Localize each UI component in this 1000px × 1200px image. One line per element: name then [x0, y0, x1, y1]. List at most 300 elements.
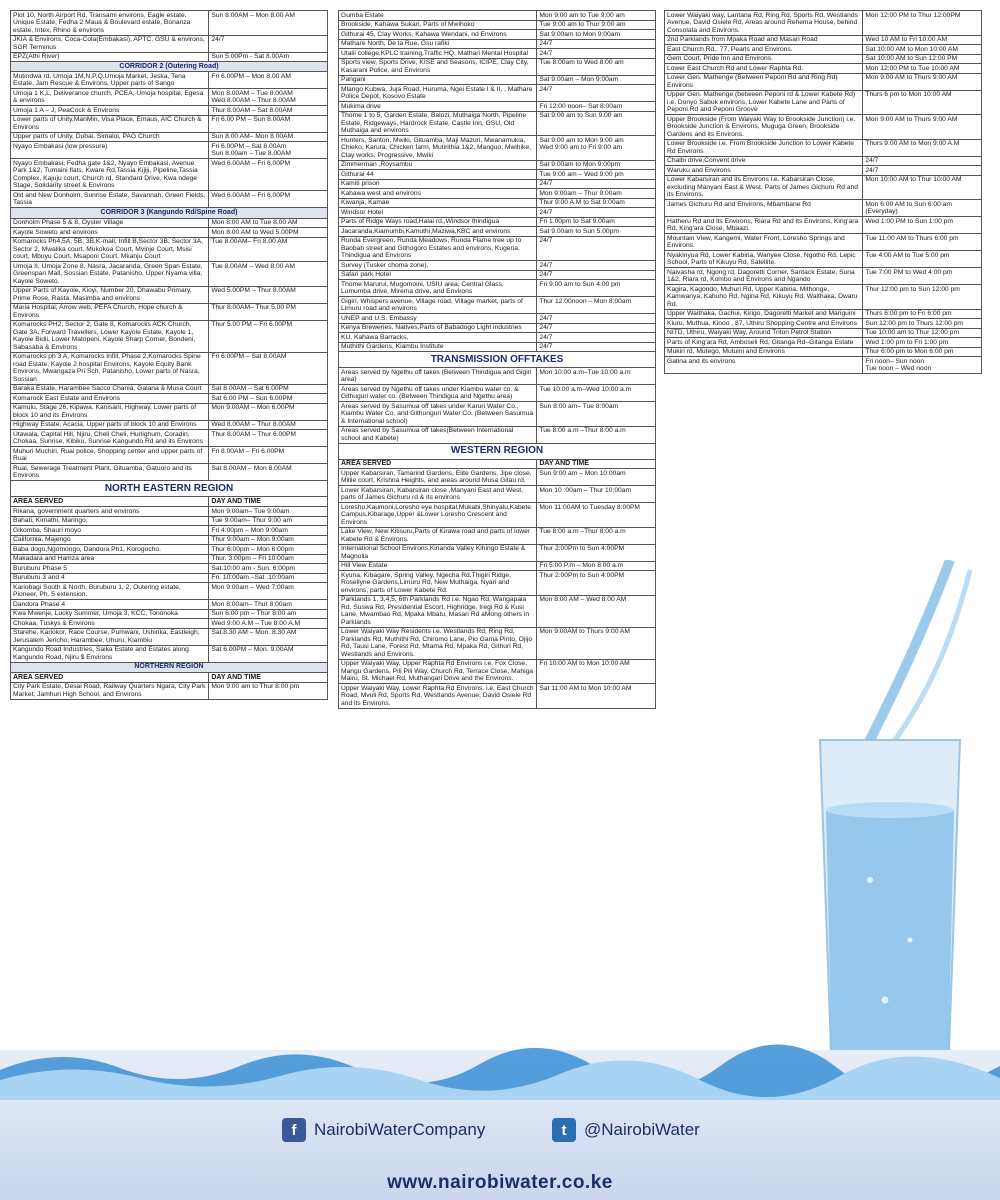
day-time-cell: 24/7 — [537, 342, 656, 352]
area-served-cell: Plot 10, North Airport Rd, Transami environs, Eagle estate, Unique Estate, Fedha 2 Maua & Boulevard estate, Bonanza estate, Intex, Rhino & environs — [11, 11, 209, 36]
table-row — [665, 11, 982, 36]
table-header-row — [339, 459, 656, 469]
table-row — [11, 403, 328, 420]
table-row — [339, 261, 656, 271]
day-time-cell: Thurs 6 pm to Mon 10:00 AM — [863, 90, 982, 115]
day-time-cell: 24/7 — [537, 179, 656, 189]
area-served-cell: Zimmerman ,Roysambu — [339, 160, 537, 170]
table-row — [11, 132, 328, 142]
table-row — [339, 561, 656, 571]
area-served-cell: Upper Waiyaki Way, Lower Raphta Rd Environs. i.e. East Church Road, Mvuli Rd, Sports Rd, Westlands Avenue, David Osiele Rd and its Environs. — [339, 684, 537, 709]
table-row — [339, 595, 656, 627]
section-header-row — [11, 481, 328, 497]
day-time-cell: Mon 10 :00am – Thur 10:00am — [537, 486, 656, 503]
table-row — [11, 72, 328, 89]
water-wave-decoration — [0, 1040, 1000, 1100]
area-served-cell: James Gichuru Rd and Environs, Mbambane Rd — [665, 200, 863, 217]
table-row — [665, 234, 982, 251]
area-served-cell: Kariobagi South & North, Buruburu 1, 2, Outering estate, Pioneer, Ph. 5 extension. — [11, 583, 209, 600]
day-time-cell: Mon 6:00 AM to Sun 6:00 am (Everyday) — [863, 200, 982, 217]
table-row — [665, 285, 982, 310]
day-time-cell: Tue 11:00 AM to Thurs 6:00 pm — [863, 234, 982, 251]
table-row — [11, 545, 328, 555]
day-time-cell: Wed 1:00 pm to Fri 1:00 pm — [863, 338, 982, 348]
table-row — [11, 619, 328, 629]
day-time-cell: 24/7 — [863, 166, 982, 176]
area-served-cell: Upper Waithaka, Gachui, Kirigo, Dagoretti Market and Mariguini — [665, 309, 863, 319]
day-time-cell: 24/7 — [537, 333, 656, 343]
website-url[interactable]: www.nairobiwater.co.ke — [387, 1172, 613, 1193]
day-time-cell: Mon 10:00 AM to Thur 10:00 AM — [863, 175, 982, 200]
schedule-table — [664, 10, 982, 374]
table-row — [665, 309, 982, 319]
area-served-cell: Rikana, government quarters and environs — [11, 507, 209, 517]
table-row — [11, 228, 328, 238]
area-served-cell: Githurai 45, Clay Works, Kahawa Wendani, nd Environs — [339, 30, 537, 40]
table-row — [11, 447, 328, 464]
section-header-row — [11, 208, 328, 218]
area-served-cell: Kyuna, Kibagare, Spring Valley, Ngecha Rd,Thigiri Ridge, Rosellyne Gardens,Limuru Rd, New Muthaiga, Nyari and environs, parts of Lower Kabete Rd. — [339, 571, 537, 596]
table-row — [665, 200, 982, 217]
table-row — [339, 503, 656, 528]
table-row — [11, 526, 328, 536]
area-served-cell: Upper Gen. Mathenge (between Peponi rd & Lower Kabete Rd) i.e. Donyo Sabuk environs, Lower Kabete Lane and Parts of Peponi Rd and Peponi Groove — [665, 90, 863, 115]
table-row — [11, 159, 328, 191]
area-served-cell: Nyayo Embakasi, Fedha gate 1&2, Nyayo Embakasi, Avenue Park 1&2, Tumaini flats, Kware Rd,Tassia Kijiji, Pipeline,Tassia Complex, Kajuju court, Church rd, Standard Drive, Kwa ndege Stage, Solidarity street & Environs — [11, 159, 209, 191]
area-served-cell: Areas served by Sasumua off takes under Karuri Water Co., Kiambu Water Co. and Githunguri Water Co. (Between Sasumua & International school) — [339, 402, 537, 427]
area-served-cell: Lake View, New Kitisuru,Parts of Kirawa road and parts of lower Kabete Rd & Environs. — [339, 527, 537, 544]
area-served-cell: Bahati, Kimathi, Maringo, — [11, 516, 209, 526]
day-time-cell: Fri 6.00 PM – Sun 8.00AM — [209, 115, 328, 132]
day-time-cell: Sat 6.00PM – Mon. 9.00AM — [209, 645, 328, 662]
table-row — [11, 89, 328, 106]
area-served-cell: Gigiri, Whispers avenue, Village road, Village market, parts of Limuru road and environs — [339, 297, 537, 314]
day-time-cell: Fri 12:00 noon– Sat 8:00am — [537, 102, 656, 112]
day-time-cell: Mon 8:00 AM to Tue 8.00 AM — [209, 218, 328, 228]
table-row — [11, 554, 328, 564]
table-row — [339, 270, 656, 280]
day-time-cell: Wed 10 AM to Fri 10:00 AM — [863, 35, 982, 45]
day-time-cell: Thur 12:00 pm to Sun 12:00 pm — [863, 285, 982, 310]
table-row — [11, 573, 328, 583]
area-served-cell: Mukima drive — [339, 102, 537, 112]
area-served-cell: Thome 1 to 5, Garden Estate, Balozi, Muthaiga North, Pipeline Estate, Ridgeways, Hardrock Estate, Castle Inn, GSU, Old Muthaiga and environs — [339, 111, 537, 136]
area-served-cell: Dandora Phase 4 — [11, 600, 209, 610]
day-time-cell: Thur 6:00 pm to Mon 6:00 pm — [863, 347, 982, 357]
area-served-cell: California, Majengo — [11, 535, 209, 545]
area-served-cell: Komarocks PH2, Sector 2, Gate 8, Komarocks ACK Church, Gate 3A, Forward Travellers, Lower Kayole Estate, Kayole 1, Kayole Bidii, Lower Matopeni, Kayole Sharp Corner, Bondeni, Sabasaba & Environs — [11, 320, 209, 352]
area-served-cell: Kangundo Road Industries, Saika Estate and Estates along Kangundo Road, Njiru $ Environs — [11, 645, 209, 662]
area-served-cell: Ruai, Sewerage Treatment Plant, Gituamba, Gatuoro and its Environs — [11, 464, 209, 481]
area-column-header: AREA SERVED — [339, 459, 537, 469]
area-served-cell: Komarocks Ph4,5A, 5B, 3B,K-mall, Infill B,Sector 3B, Sector 3A, Sector 2, Mwalika court, Mukokoa Court, Mvinje Court, Msisi court, Mbuyu Court, Msaponi Court, Mkanju Court — [11, 237, 209, 262]
area-served-cell: International School Environs,Kinanda Valley Kihingo Estate & Magnolia — [339, 544, 537, 561]
area-served-cell: Parts of Ridge Ways road,Halai rd,,Windsor thindigua — [339, 217, 537, 227]
day-time-cell: 24/7 — [209, 35, 328, 52]
table-row — [665, 90, 982, 115]
day-time-cell: Thur 5.00 PM – Fri 6.00PM — [209, 320, 328, 352]
area-served-cell: Kiuru, Muthua, Kinoo , 87, Uthiru Shopping Centre and Environs — [665, 319, 863, 329]
day-time-cell: Sat 9:00 am to Mon 9:00 am Wed 9:00 am to Fri 9:00 am — [537, 136, 656, 161]
table-row — [665, 268, 982, 285]
area-served-cell: Muhuri Muchiri, Ruai police, Shopping center and upper parts of Ruai — [11, 447, 209, 464]
day-time-cell: Mon 9:00 AM to Thurs 9:00 AM — [863, 73, 982, 90]
day-time-cell: Tue 8:00 a.m –Thur 8:00 a.m — [537, 426, 656, 443]
day-time-cell: Wed 9:00 A.M – Tue 8:00 A.M — [209, 619, 328, 629]
table-row — [11, 115, 328, 132]
day-time-cell: Mon 12:00 PM to Thur 12:00PM — [863, 11, 982, 36]
area-served-cell: Gem Court, Pride Inn and Environs. — [665, 54, 863, 64]
section-title: NORTHERN REGION — [11, 662, 328, 672]
table-row — [339, 486, 656, 503]
area-served-cell: Parts of King'ara Rd, Amboseli Rd, Gitanga Rd–Gitanga Estate — [665, 338, 863, 348]
area-served-cell: Buruburu 3 and 4 — [11, 573, 209, 583]
table-row — [11, 262, 328, 287]
day-time-cell: Tue 9:00 am to Thur 9:00 am — [537, 20, 656, 30]
day-time-cell: Fri noon– Sun noon Tue noon – Wed noon — [863, 357, 982, 374]
area-served-cell: Sports view, Sports Drive, KISE and Seasons, ICIPE, Clay City, Kasarani Police, and Environs — [339, 58, 537, 75]
area-served-cell: Makadara and Hamza area — [11, 554, 209, 564]
day-time-cell: Fri 6:00PM – Sat 8.00AM — [209, 352, 328, 384]
area-served-cell: Mountain View, Kangemi, Water Front, Loresho Springs and Environs. — [665, 234, 863, 251]
area-served-cell: Kenya Breweries, Natives,Parts of Babadogo Light industries — [339, 323, 537, 333]
day-time-cell: Wed 5.00PM – Thur 8.00AM — [209, 286, 328, 303]
table-row — [339, 170, 656, 180]
table-row — [11, 35, 328, 52]
area-served-cell: Komarocks ph 3 A, Komarocks Infill, Phase 2,Komarocks Spine road Estate, Kayole 2 hospital Environs, Kayole Equity Bank Environs, Mwangaza Pri Sch, Patanisho, Lower parts of Nasra, Sossian — [11, 352, 209, 384]
day-time-cell: Sat.8.30 AM – Mon. 8.30 AM — [209, 628, 328, 645]
day-time-cell: 24/7 — [537, 323, 656, 333]
day-time-cell: 24/7 — [537, 270, 656, 280]
day-time-cell: 24/7 — [863, 156, 982, 166]
table-row — [339, 58, 656, 75]
day-time-cell: Mon 12:00 PM to Tue 10:00 AM — [863, 64, 982, 74]
table-row — [339, 280, 656, 297]
table-row — [339, 208, 656, 218]
day-time-cell: Sun 12:00 pm to Thurs 12:00 pm — [863, 319, 982, 329]
day-time-cell: Mon 9:00am– Tue 9:00am — [209, 507, 328, 517]
area-column-header: AREA SERVED — [11, 497, 209, 507]
area-served-cell: Nyakinyua Rd, Lower Kabiria, Wanyee Close, Ngotho Rd, Lepic School, Parts of Kikuyu Rd, Satellite. — [665, 251, 863, 268]
table-row — [339, 136, 656, 161]
day-time-cell: Fri 6.00PM – Sat 8.00Am Sun 8.00am – Tue 8.00AM — [209, 142, 328, 159]
area-served-cell: Lower Kabarsiran, Kabarsiran close ,Manyani East and West, parts of James Gichuru rd & its environs — [339, 486, 537, 503]
time-column-header: DAY AND TIME — [209, 497, 328, 507]
area-served-cell: Buruburu Phase 5 — [11, 564, 209, 574]
table-row — [339, 20, 656, 30]
table-row — [339, 323, 656, 333]
table-row — [339, 385, 656, 402]
day-time-cell: Tue 8:00 a.m –Thur 8:00 a.m — [537, 527, 656, 544]
section-header-row — [339, 443, 656, 459]
area-served-cell: Nyayo Embakasi (low pressure) — [11, 142, 209, 159]
table-row — [339, 544, 656, 561]
day-time-cell: Mon 9:00am – Wed 7:00am — [209, 583, 328, 600]
table-row — [11, 303, 328, 320]
area-served-cell: Lower East Church Rd and Lower Raphta Rd. — [665, 64, 863, 74]
table-row — [665, 175, 982, 200]
table-row — [339, 333, 656, 343]
day-time-cell: Sat 10:00 AM to Mon 10:00 AM — [863, 45, 982, 55]
table-row — [11, 320, 328, 352]
day-time-cell: Mon 9:00AM to Thurs 9:00 AM — [537, 627, 656, 659]
table-row — [11, 645, 328, 662]
area-served-cell: Kayole Soweto and environs — [11, 228, 209, 238]
area-served-cell: Windsor Hotel — [339, 208, 537, 218]
area-served-cell: Upper Parts of Kayole, Kioyi, Number 20, Dhawabu Primary, Prime Rose, Rasta, Masimba and environs — [11, 286, 209, 303]
day-time-cell: Fri 10:00 AM to Mon 10:00 AM — [537, 659, 656, 684]
area-served-cell: Chalbi drive,Convent drive — [665, 156, 863, 166]
day-time-cell: Sat 9:00am to Mon 9:00am — [537, 30, 656, 40]
day-time-cell: Thurs 9:00 AM to Mon 9:00 A.M — [863, 139, 982, 156]
table-row — [11, 106, 328, 116]
area-served-cell: Areas served by Ngethu off takes (Between Thindigua and Gigiri area) — [339, 368, 537, 385]
table-row — [339, 659, 656, 684]
table-row — [339, 297, 656, 314]
area-served-cell: Lower Waiyaki way, Lantana Rd, Ring Rd, Sports Rd, Westlands Avenue, David Osiele Rd, Areas around Rehema House, behind Consolata and Environs. — [665, 11, 863, 36]
area-served-cell: Gumba Estate — [339, 11, 537, 21]
table-row — [339, 627, 656, 659]
section-header-row — [11, 662, 328, 672]
day-time-cell: Thur 2:00Pm to Sun 4:00PM — [537, 544, 656, 561]
day-time-cell: Sun 5.00Pm - Sat 8.00Am — [209, 52, 328, 62]
area-served-cell: Lower Kabarsiran and its Environs i.e. Kabarsiran Close, excluding Manyani East & West, Parts of James Gichuru Rd and its Environs. — [665, 175, 863, 200]
day-time-cell: Sun 9:00 am – Mon 10:00am — [537, 469, 656, 486]
table-row — [339, 426, 656, 443]
table-row — [11, 394, 328, 404]
day-time-cell: Fri 8.00AM – Fri 6.00PM — [209, 447, 328, 464]
area-served-cell: Mathare North, De la Rue, Gsu rafiki — [339, 39, 537, 49]
day-time-cell: Sun 8.00AM – Mon 8.00 AM — [209, 11, 328, 36]
day-time-cell: Wed 6.00AM – Fri 6.00PM — [209, 159, 328, 191]
day-time-cell: Sun 8.00 AM– Mon 8.00AM — [209, 132, 328, 142]
area-served-cell: Lower parts of Unity,ManMin, Visa Place, Emaus, AIC Church & Environs — [11, 115, 209, 132]
day-time-cell: Fri 5:00 P.m – Mon 8:00 a.m — [537, 561, 656, 571]
area-served-cell: Naivasha rd, Ngong rd, Dagoretti Corner, Santack Estate, Suna 1&2, Riara rd, Kombo and Environs and Ngando — [665, 268, 863, 285]
section-header-row — [11, 62, 328, 72]
table-row — [339, 49, 656, 59]
table-row — [11, 218, 328, 228]
twitter-link[interactable] — [552, 1118, 700, 1142]
table-row — [665, 347, 982, 357]
table-row — [665, 217, 982, 234]
table-row — [339, 85, 656, 102]
area-served-cell: Chokaa, Tuskys & Environs — [11, 619, 209, 629]
section-header-row — [339, 352, 656, 368]
day-time-cell: Sat 10:00 AM to Sun 12:00 PM — [863, 54, 982, 64]
area-served-cell: Baraka Estate, Harambee Sacco Chania, Galana & Musa Court — [11, 384, 209, 394]
day-time-cell: Thur 8.00AM – Thur 6.00PM — [209, 430, 328, 447]
day-time-cell: Mon 10:00 a.m–Tue 10:00 a.m — [537, 368, 656, 385]
area-served-cell: Thome Marurui, Mugomoini, USIU area, Central Glass, Lumumba drive, Mirema drive, and Environs — [339, 280, 537, 297]
table-row — [665, 156, 982, 166]
section-title: TRANSMISSION OFFTAKES — [339, 352, 656, 368]
day-time-cell: Sat 8.00AM – Sat 6.00PM — [209, 384, 328, 394]
day-time-cell: Sun 8:00 am– Tue 8:00am — [537, 402, 656, 427]
table-row — [339, 684, 656, 709]
table-row — [339, 402, 656, 427]
day-time-cell: Tue 7:00 PM to Wed 4:00 pm — [863, 268, 982, 285]
day-time-cell: Thur 12:00noon – Mon 8:00am — [537, 297, 656, 314]
day-time-cell: Thurs 6:00 pm to Fri 6:00 pm — [863, 309, 982, 319]
day-time-cell: Mon 9:00 am to Thur 8:00 pm — [209, 682, 328, 699]
schedule-table — [10, 10, 328, 700]
table-row — [11, 52, 328, 62]
table-row — [11, 286, 328, 303]
day-time-cell: Thur 2:00Pm to Sun 4:00PM — [537, 571, 656, 596]
facebook-label: NairobiWaterCompany — [314, 1120, 486, 1139]
area-served-cell: Mlango Kubwa, Juja Road, Huruma, Ngei Estate I & II, , Mathare Police Depot, Kosovo Estate — [339, 85, 537, 102]
table-row — [339, 111, 656, 136]
water-glass-illustration — [800, 560, 980, 1100]
table-row — [339, 527, 656, 544]
table-row — [11, 507, 328, 517]
table-row — [11, 384, 328, 394]
area-served-cell: Kwa Mwenje, Lucky Summer, Umoja 3, KCC, Tononoka — [11, 609, 209, 619]
area-served-cell: Kahawa west and environs — [339, 189, 537, 199]
table-row — [665, 45, 982, 55]
table-row — [11, 352, 328, 384]
day-time-cell: Mon 9:00 AM to Thurs 9:00 AM — [863, 115, 982, 140]
area-served-cell: Umoja 1 A – J, PeaCock & Environs — [11, 106, 209, 116]
area-served-cell: East Church Rd., 77, Pearls and Environs. — [665, 45, 863, 55]
facebook-link[interactable] — [282, 1118, 485, 1142]
day-time-cell: Sat 9.00am to Sun 5.00pm — [537, 227, 656, 237]
area-served-cell: Gatina and its environs — [665, 357, 863, 374]
day-time-cell: Thur 6:00pm – Mon 6:00pm — [209, 545, 328, 555]
table-row — [11, 564, 328, 574]
area-served-cell: Donholm Phase 5 & 8, Oyster Village — [11, 218, 209, 228]
table-row — [11, 430, 328, 447]
table-row — [339, 189, 656, 199]
table-row — [339, 314, 656, 324]
area-served-cell: Hatheru Rd and its Environs, Riara Rd and its Environs, King'ara Rd, King'ara Close, Mbaazi. — [665, 217, 863, 234]
area-served-cell: Komarock East Estate and Environs — [11, 394, 209, 404]
day-time-cell: Fri 9:00 am to Sun 4:00 pm — [537, 280, 656, 297]
area-served-cell: Starehe, Kariokor, Race Course, Pumwani, Ushirika, Eastleigh, Jerusalem Jericho, Harambee, Uhuru, Kiambiu — [11, 628, 209, 645]
day-time-cell: Fri. 10:00am –Sat .10:00am — [209, 573, 328, 583]
area-served-cell: Old and New Donholm, Sunrise Estate, Savannah, Green Fields, Tassia — [11, 191, 209, 208]
area-served-cell: NITD, Uthiru, Waiyaki Way, Around Triton Petrol Station — [665, 328, 863, 338]
area-served-cell: Runda Evergreen, Runda Meadows, Runda Flame tree up to Baobab street and Githogoro Estates and environs, Kugeria, Thindigua and Environs — [339, 236, 537, 261]
area-served-cell: Umoja II, Umoja Zone 8, Nasra, Jacaranda, Green Span Estate, Greenspan Mall, Sossian Estate, Patanisho, Upper Nyama villa, Kayole Soweto. — [11, 262, 209, 287]
day-time-cell: Sat 8.00AM – Mon 8.00AM — [209, 464, 328, 481]
table-row — [339, 102, 656, 112]
table-row — [339, 11, 656, 21]
day-time-cell: Mon 9:00am – Thur 9:00am — [537, 189, 656, 199]
area-served-cell: Safari park Hotel — [339, 270, 537, 280]
day-time-cell: Mon 8:00 AM – Wed 8:00 AM — [537, 595, 656, 627]
table-row — [339, 39, 656, 49]
table-row — [11, 516, 328, 526]
day-time-cell: Thur 9:00am – Mon 9:00am — [209, 535, 328, 545]
day-time-cell: Fri 6.00PM – Mon 8.00 AM — [209, 72, 328, 89]
day-time-cell: Sat.10:00 am - Sun. 6:00pm — [209, 564, 328, 574]
area-column-header: AREA SERVED — [11, 673, 209, 683]
facebook-icon: f — [282, 1118, 306, 1142]
table-row — [11, 682, 328, 699]
area-served-cell: Areas served by Ngethu off takes under Kiambu water co. & Githuguri water co. (Between Thindigua and Ngethu area) — [339, 385, 537, 402]
area-served-cell: Hunters, Santon, Mwiki, Gituamba, Maji Mazuri, Mwanamukia, Chieko, Karura, Chicken farm, Mutirithia 1&2, Manguo, Mwihike, Clay works, Progressive, Mwiki — [339, 136, 537, 161]
day-time-cell: Thur 8.00AM– Thur 5.00 PM — [209, 303, 328, 320]
table-row — [665, 251, 982, 268]
area-served-cell: Upper Brookside (From Waiyaki Way to Brookside Junction) i.e. Brookside Junction & Environs, Muguga Green, Brookside Gardens and its Environs. — [665, 115, 863, 140]
table-header-row — [11, 497, 328, 507]
table-row — [665, 338, 982, 348]
day-time-cell: Mon 11:00AM to Tuesday 8:00PM — [537, 503, 656, 528]
table-row — [339, 469, 656, 486]
table-row — [665, 357, 982, 374]
day-time-cell: Tue 9:00am– Thur 9:00 am — [209, 516, 328, 526]
area-served-cell: Parklands 1, 3,4,5, 6th Parklands Rd i.e. Ngao Rd, Wangapala Rd, Suswa Rd, Presidential Escort, Highridge, Iregi Rd & Kusi Lane, Mwambao Rd, Mpaka Mbatu, Masari Rd aMong others in Parklands — [339, 595, 537, 627]
day-time-cell: Sat 9:00am – Mon 9:00am — [537, 75, 656, 85]
table-row — [665, 73, 982, 90]
area-served-cell: Hill View Estate — [339, 561, 537, 571]
day-time-cell: Tue 8.00AM– Fri 8.00 AM — [209, 237, 328, 262]
table-row — [11, 11, 328, 36]
table-row — [665, 64, 982, 74]
table-row — [11, 420, 328, 430]
area-served-cell: Mutindwa rd, Umoja 1M,N,P,Q,Umoja Market, Jeska, Tena Estate, Jam Rescue & Environs, Upper parts of Sango — [11, 72, 209, 89]
day-time-cell: Mon 8.00AM – Tue 8.00AM Wed 8.00AM – Thur 8.00AM — [209, 89, 328, 106]
table-row — [665, 139, 982, 156]
day-time-cell: Wed 1:00 PM to Sun 1:00 pm — [863, 217, 982, 234]
day-time-cell: Mon 8:00am– Thur 8:00am — [209, 600, 328, 610]
time-column-header: DAY AND TIME — [537, 459, 656, 469]
table-row — [339, 198, 656, 208]
table-row — [11, 142, 328, 159]
area-served-cell: Kamulu, Stage 26, Kipawa, Kanisani, Highway, Lower parts of block 10 and its Environs — [11, 403, 209, 420]
table-row — [665, 319, 982, 329]
table-row — [339, 368, 656, 385]
table-row — [11, 628, 328, 645]
area-served-cell: City Park Estate, Desai Road, Railway Quarters Ngara, City Park Market, Jamhuri High School, and Environs — [11, 682, 209, 699]
table-row — [11, 600, 328, 610]
section-title: WESTERN REGION — [339, 443, 656, 459]
area-served-cell: Upper Waiyaki Way, Upper Raphta Rd Environs i.e. Fox Close, Mangu Gardens, Pili Pili Way, Church Rd, Terrace Close, Mahiga Mairu, St. Michael Rd, Muthangari Drive and the Environs. — [339, 659, 537, 684]
table-row — [339, 160, 656, 170]
twitter-label: @NairobiWater — [584, 1120, 700, 1139]
area-served-cell: Umoja 1 K,L, Deliverance church, PCEA, Umoja hospital, Egesa & environs — [11, 89, 209, 106]
area-served-cell: Maria Hospital, Arrow web, PEFA Church, Hope church & Environs — [11, 303, 209, 320]
twitter-icon: t — [552, 1118, 576, 1142]
table-header-row — [11, 673, 328, 683]
day-time-cell: Tue 8.00AM – Wed 8.00 AM — [209, 262, 328, 287]
area-served-cell: Lower Waiyaki Way Residents i.e. Westlands Rd, Ring Rd, Parklands Rd, Muthithi Rd, Chiromo Lane, Pio Gama Pinto, Ojijo Rd, Tausi Lane, Forest Rd, Mtama Rd, Mpaka Rd, Githuri Rd, Westlands and Environs. — [339, 627, 537, 659]
area-served-cell: Upper Kabarsiran, Tamarind Gardens, Elite Gardens, Jipe close, Millie court, Krishna Heights, and areas around Musa Gitau rd. — [339, 469, 537, 486]
table-row — [339, 30, 656, 40]
day-time-cell: 24/7 — [537, 85, 656, 102]
area-served-cell: 2nd Parklands from Mpaka Road and Masari Road — [665, 35, 863, 45]
day-time-cell: Wed 8.00AM – Thur 8.00AM — [209, 420, 328, 430]
day-time-cell: Sun 6:00 pm – Thur 8:00 am — [209, 609, 328, 619]
area-served-cell: Lower Brookside i.e. From Brookside Junction to Lower Kabete Rd Environs — [665, 139, 863, 156]
area-served-cell: Gikomba, Shauri moyo — [11, 526, 209, 536]
table-row — [665, 54, 982, 64]
day-time-cell: Mon 8:00 AM to Wed 5.00PM — [209, 228, 328, 238]
section-title: NORTH EASTERN REGION — [11, 481, 328, 497]
table-row — [665, 328, 982, 338]
area-served-cell: Kiwanja, Kamae — [339, 198, 537, 208]
area-served-cell: Utawala, Capital Hill, Njiru, Cheli Cheli, Hurlighum, Coradin, Chokaa, Sunrise, Kibiku, Sunrise Kangundo Rd and its Environs — [11, 430, 209, 447]
table-row — [339, 217, 656, 227]
table-row — [11, 464, 328, 481]
day-time-cell: Sat 9:00 am to Sun 9:00 am — [537, 111, 656, 136]
schedule-table — [338, 10, 656, 709]
table-row — [11, 535, 328, 545]
area-served-cell: JKIA & Environs, Coca-Cola(Embakasi), APTC, GSU & environs, SGR Terminus — [11, 35, 209, 52]
area-served-cell: Jacaranda,Kiamumbi,Kamuthi,Maziwa,KBC and environs — [339, 227, 537, 237]
